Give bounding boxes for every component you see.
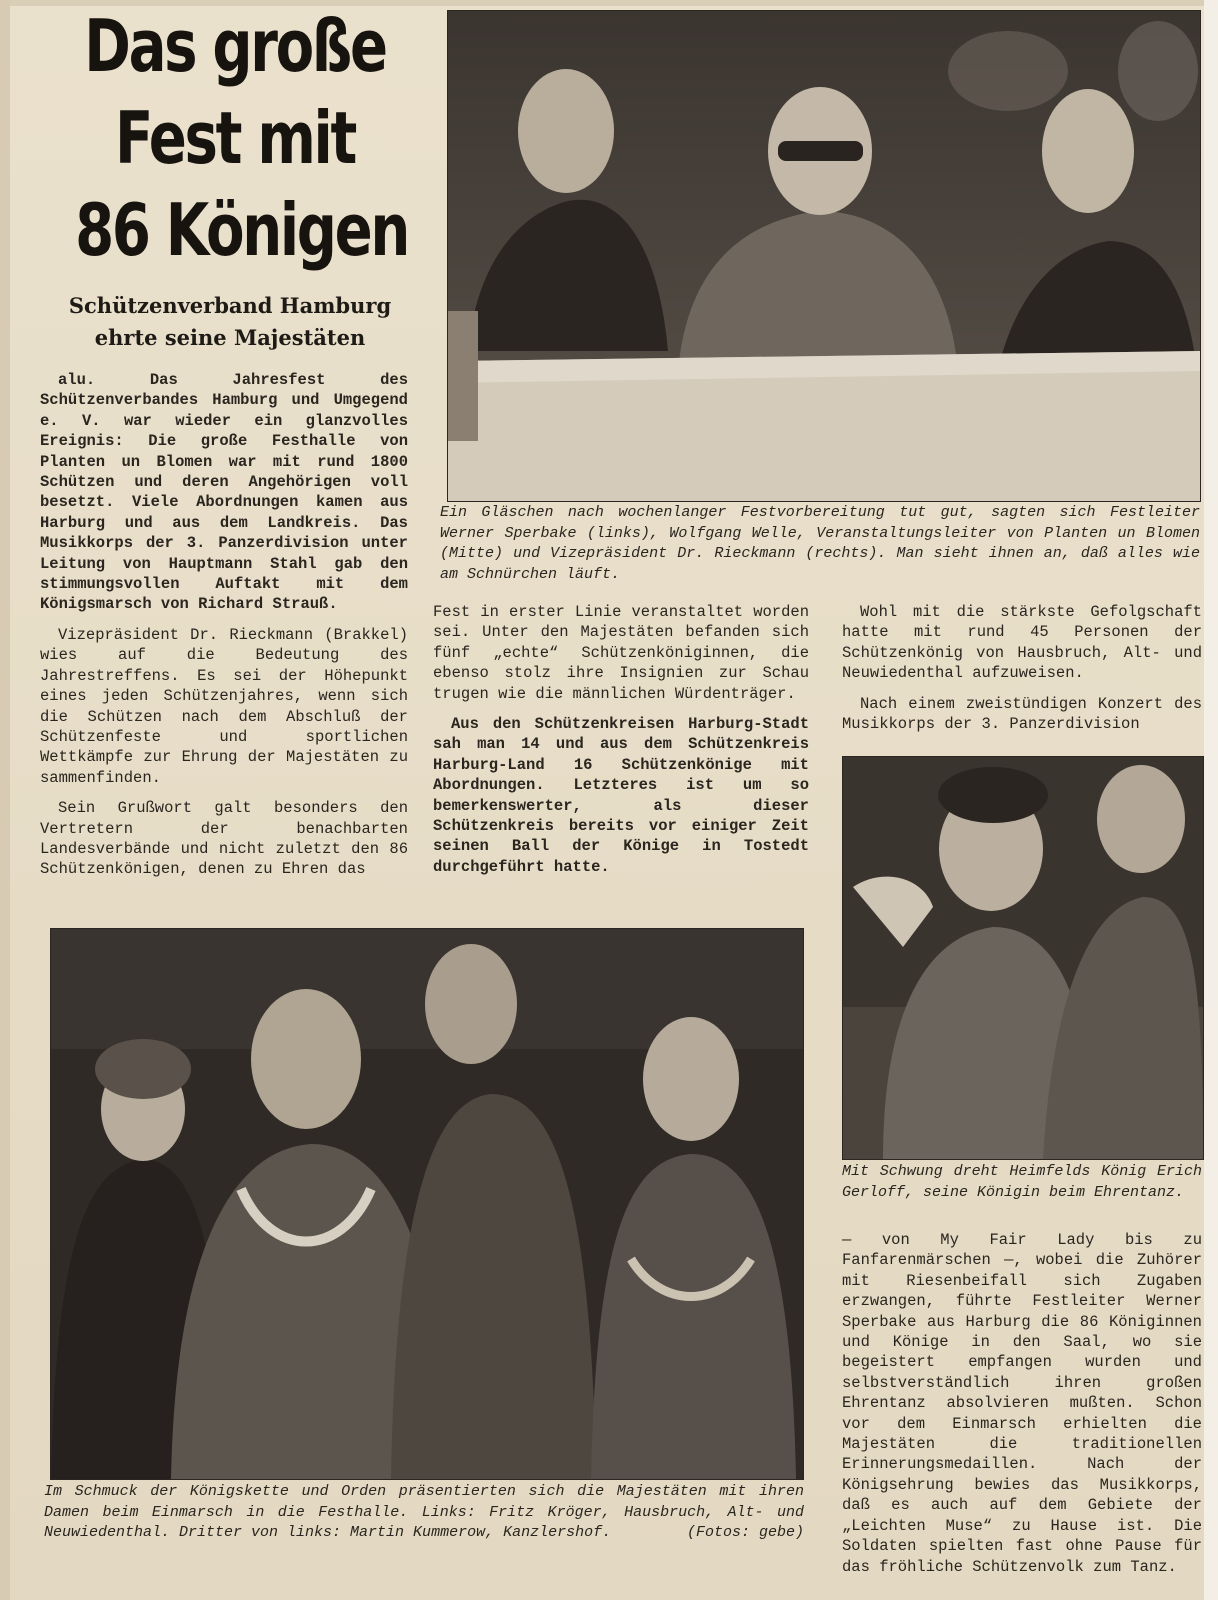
headline-line: Fest mit	[115, 96, 355, 180]
caption-bottom-photo-text: Im Schmuck der Königskette und Orden präsentierten sich die Majestäten mit ihren Damen beim Einmarsch in die Festhalle. Links: Fritz Kröger, Hausbruch, Alt- und Neuwiedenthal. Dritter von links: Martin Kummerow, Kanzlershof.	[44, 1483, 804, 1541]
paragraph: Sein Grußwort galt besonders den Vertretern der benachbarten Landesverbände und nicht zuletzt den 86 Schützenkönigen, denen zu Ehren das	[40, 799, 408, 879]
photo-ehrentanz	[842, 756, 1204, 1160]
subheadline-line: ehrte seine Majestäten	[94, 325, 366, 350]
photo-toast-image	[448, 11, 1200, 501]
article-column-2	[433, 602, 809, 887]
photo-einmarsch-image	[51, 929, 803, 1479]
headline-line: Das große	[84, 4, 386, 88]
article-column-3-top	[842, 602, 1202, 744]
article-column-3-bottom	[842, 1230, 1202, 1587]
paragraph: Fest in erster Linie veranstaltet worden sei. Unter den Majestäten befanden sich fünf „echte“ Schützenköniginnen, die ebenso stolz ihre Insignien zur Schau trugen wie die männlichen Würdenträger.	[433, 603, 809, 703]
photo-credit: (Fotos: gebe)	[686, 1524, 804, 1541]
paragraph: Nach einem zweistündigen Konzert des Musikkorps der 3. Panzerdivision	[842, 694, 1202, 734]
photo-ehrentanz-image	[843, 757, 1203, 1159]
article-column-1	[40, 370, 408, 890]
subheadline	[40, 290, 420, 354]
paragraph: Aus den Schützenkreisen Harburg-Stadt sah man 14 und aus dem Schützenkreis Harburg-Land 16 Schützenkönige mit Abordnungen. Letzteres ist um so bemerkenswerter, als dieser Schützenkreis bereits vor einiger Zeit seinen Ball der Könige in Tostedt durchgeführt hatte.	[433, 715, 809, 876]
headline	[75, 0, 409, 276]
paper-edge-left	[0, 0, 10, 1600]
paper-edge-right	[1204, 0, 1218, 1600]
paragraph-lead: alu. Das Jahresfest des Schützenverbandes Hamburg und Umgegend e. V. war wieder ein glanzvolles Ereignis: Die große Festhalle von Planten un Blomen war mit rund 1800 Schützen und deren Angehörigen voll besetzt. Viele Abordnungen kamen aus Harburg und aus dem Landkreis. Das Musikkorps der 3. Panzerdivision unter Leitung von Hauptmann Stahl gab den stimmungsvollen Auftakt mit dem Königsmarsch von Richard Strauß.	[40, 371, 408, 614]
caption-bottom-photo	[44, 1482, 804, 1544]
paragraph: — von My Fair Lady bis zu Fanfarenmärschen —, wobei die Zuhörer mit Riesenbeifall sich Zugaben erzwangen, führte Festleiter Werner Sperbake aus Harburg die 86 Königinnen und Könige in den Saal, wo sie begeistert empfangen wurden und selbstverständlich ihren großen Ehrentanz absolvieren mußten. Schon vor dem Einmarsch erhielten die Majestäten die traditionellen Erinnerungsmedaillen. Nach der Königsehrung bewies das Musikkorps, daß es auch auf dem Gebiete der „Leichten Muse“ zu Hause ist. Die Soldaten spielten fast ohne Pause für das fröhliche Schützenvolk zum Tanz.	[842, 1231, 1202, 1576]
photo-toast-festleiter	[447, 10, 1201, 502]
subheadline-line: Schützenverband Hamburg	[68, 293, 392, 318]
headline-line: 86 Königen	[75, 188, 409, 272]
paragraph: Vizepräsident Dr. Rieckmann (Brakkel) wies auf die Bedeutung des Jahrestreffens. Es sei der Höhepunkt eines jeden Schützenjahres, wenn sich die Schützen nach dem Abschluß der Schützenfeste und sportlichen Wettkämpfe zur Ehrung der Majestäten zu sammenfinden.	[40, 625, 408, 787]
caption-top-photo: Ein Gläschen nach wochenlanger Festvorbereitung tut gut, sagten sich Festleiter Werner Sperbake (links), Wolfgang Welle, Veranstaltungsleiter von Planten un Blomen (Mitte) und Vizepräsident Dr. Rieckmann (rechts). Man sieht ihnen an, daß alles wie am Schnürchen läuft.	[440, 504, 1200, 583]
photo-einmarsch	[50, 928, 804, 1480]
paragraph: Wohl mit die stärkste Gefolgschaft hatte mit rund 45 Personen der Schützenkönig von Hausbruch, Alt- und Neuwiedenthal aufzuweisen.	[842, 603, 1202, 683]
caption-right-photo: Mit Schwung dreht Heimfelds König Erich Gerloff, seine Königin beim Ehrentanz.	[842, 1163, 1202, 1201]
